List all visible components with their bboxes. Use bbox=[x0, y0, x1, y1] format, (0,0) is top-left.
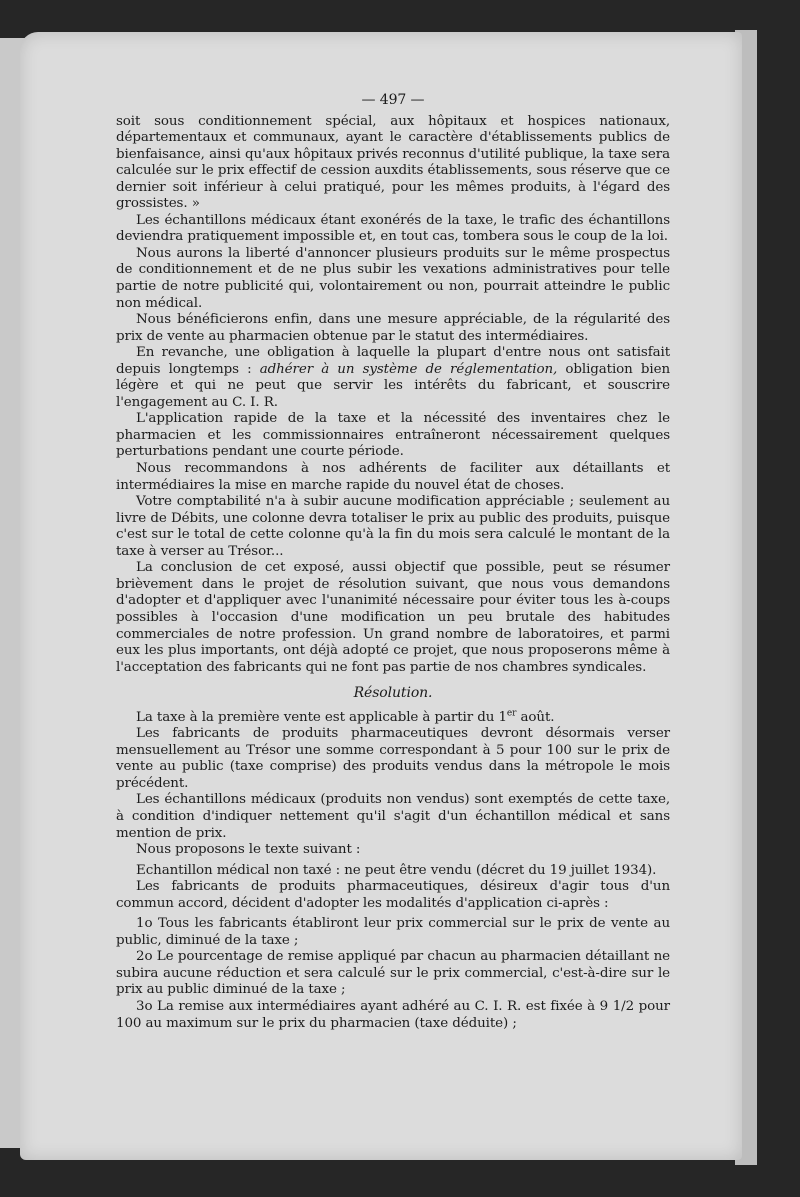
italic-phrase: adhérer à un système de réglementation, bbox=[259, 361, 558, 377]
paragraph: Les échantillons médicaux étant exonérés de la taxe, le trafic des échantillons deviendra pratiquement impossible et, en tout cas, tombera sous le coup de la loi. bbox=[116, 212, 670, 245]
document-page bbox=[20, 32, 742, 1160]
page-content bbox=[116, 92, 670, 1032]
list-item: 2o Le pourcentage de remise appliqué par chacun au pharmacien détaillant ne subira aucune réduction et sera calculé sur le prix commercial, c'est-à-dire sur le prix au public diminué de la taxe ; bbox=[116, 949, 670, 998]
paragraph: La conclusion de cet exposé, aussi objectif que possible, peut se résumer brièvement dans le projet de résolution suivant, que nous vous demandons d'adopter et d'appliquer avec l'unanimité nécessaire pour éviter tous les à-coups possibles à l'occasion d'une modification un peu brutale des habitudes commerciales de notre profession. Un grand nombre de laboratoires, et parmi eux les plus importants, ont déjà adopté ce projet, que nous proposerons même à l'acceptation des fabricants qui ne font pas partie de nos chambres syndicales. bbox=[116, 560, 670, 675]
paragraph: L'application rapide de la taxe et la nécessité des inventaires chez le pharmacien et les commissionnaires entraîneront nécessairement quelques perturbations pendant une courte période. bbox=[116, 411, 670, 460]
paragraph: Les fabricants de produits pharmaceutiques devront désormais verser mensuellement au Trésor une somme correspondant à 5 pour 100 sur le prix de vente au public (taxe comprise) des produits vendus dans la métropole le mois précédent. bbox=[116, 726, 670, 791]
paragraph: Echantillon médical non taxé : ne peut être vendu (décret du 19 juillet 1934). bbox=[136, 862, 657, 878]
paragraph: soit sous conditionnement spécial, aux hôpitaux et hospices nationaux, départementaux et communaux, ayant le caractère d'établissements publics de bienfaisance, ainsi qu'aux hôpitaux privés reconnus d'utilité publique, la taxe sera calculée sur le prix effectif de cession auxdits établissements, sous réserve que ce dernier soit inférieur à celui pratiqué, pour les mêmes produits, à l'égard des grossistes. » bbox=[116, 113, 670, 212]
text-run: août. bbox=[516, 709, 555, 725]
list-item: 1o Tous les fabricants établiront leur prix commercial sur le prix de vente au public, diminué de la taxe ; bbox=[116, 916, 670, 948]
paragraph: Nous bénéficierons enfin, dans une mesure appréciable, de la régularité des prix de vente au pharmacien obtenue par le statut des intermédiaires. bbox=[116, 312, 670, 344]
paragraph: Les échantillons médicaux (produits non vendus) sont exemptés de cette taxe, à condition d'indiquer nettement qu'il s'agit d'un échantillon médical et sans mention de prix. bbox=[116, 792, 670, 841]
text-run: La taxe à la première vente est applicable à partir du 1 bbox=[136, 709, 507, 725]
paragraph-taxe bbox=[116, 710, 670, 727]
paragraph: Nous aurons la liberté d'annoncer plusieurs produits sur le même prospectus de conditionnement et de ne plus subir les vexations administratives pour telle partie de notre publicité qui, volontairement ou non, pourrait atteindre le public non médical. bbox=[116, 245, 670, 311]
text-run: obligation bien légère et qui ne peut que servir les intérêts du fabricant, et souscrire l'engagement au C. I. R. bbox=[116, 361, 671, 410]
paragraph: Votre comptabilité n'a à subir aucune modification appréciable ; seulement au livre de Débits, une colonne devra totaliser le prix au public des produits, puisque c'est sur le total de cette colonne qu'à la fin du mois sera calculé le montant de la taxe à verser au Trésor... bbox=[116, 494, 670, 559]
paragraph: Nous proposons le texte suivant : bbox=[136, 842, 361, 858]
list-item: 3o La remise aux intermédiaires ayant adhéré au C. I. R. est fixée à 9 1/2 pour 100 au maximum sur le prix du pharmacien (taxe déduite) ; bbox=[116, 998, 670, 1031]
paragraph: Les fabricants de produits pharmaceutiques, désireux d'agir tous d'un commun accord, décident d'adopter les modalités d'application ci-après : bbox=[116, 879, 670, 911]
text-run: En revanche, une obligation à laquelle la plupart d'entre nous ont satisfait depuis longtemps : bbox=[116, 345, 670, 377]
paragraph: Nous recommandons à nos adhérents de faciliter aux détaillants et intermédiaires la mise en marche rapide du nouvel état de choses. bbox=[116, 461, 670, 493]
paragraph-revanche bbox=[116, 345, 670, 411]
page-number: — 497 — bbox=[361, 92, 425, 108]
resolution-heading: Résolution. bbox=[353, 685, 433, 702]
superscript: er bbox=[506, 708, 517, 719]
